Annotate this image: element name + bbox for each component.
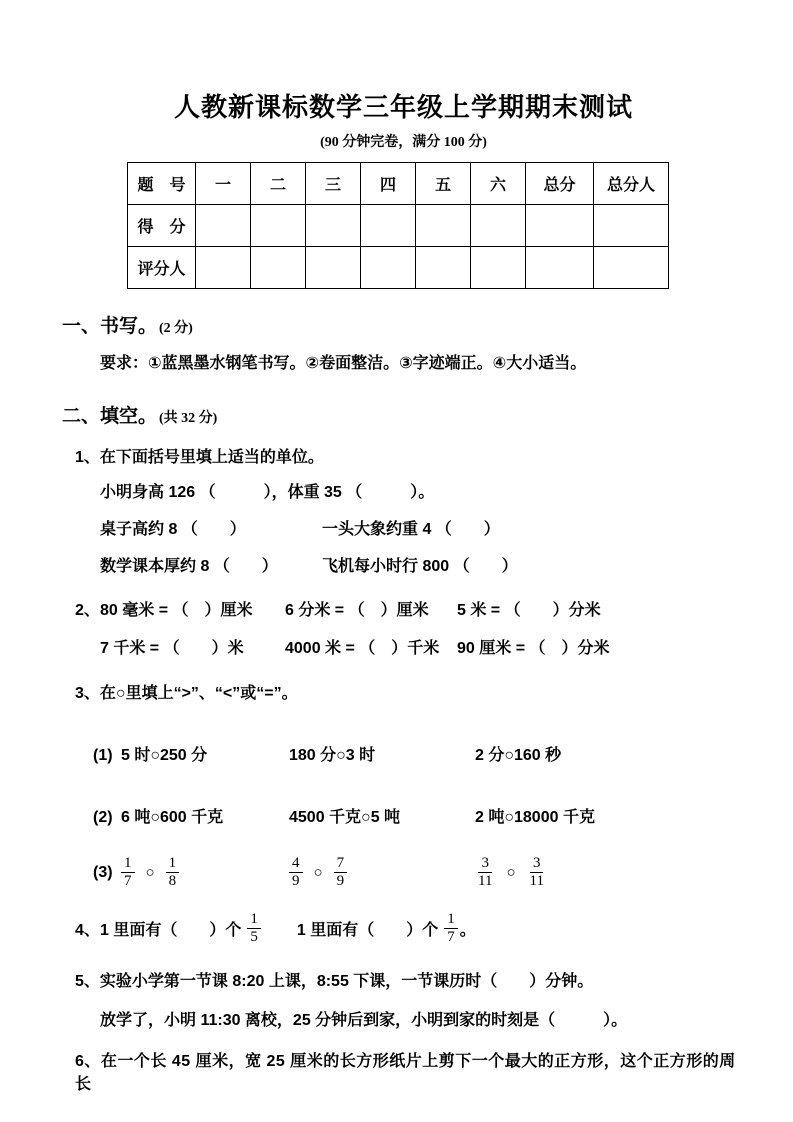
blank-phrase: 桌子高约 8 （ ） [100,521,246,538]
header-cell-total-person: 总分人 [594,163,669,205]
fraction-numerator: 1 [121,855,135,873]
grader-cell-empty [306,247,361,289]
fraction-numerator: 3 [478,855,492,873]
conversion-blank: 80 毫米 = （ ）厘米 [100,602,253,619]
score-cell-empty [361,205,416,247]
grader-cell-empty [416,247,471,289]
section-1-points: (2 分) [159,321,193,336]
header-cell-3: 三 [306,163,361,205]
fraction-denominator: 8 [168,873,177,890]
fraction [475,855,495,891]
fraction-denominator: 7 [447,928,455,945]
fraction-denominator: 9 [336,873,345,890]
question-2-number: 2、 [75,602,100,619]
question-5-line-2: 放学了，小明 11:30 离校，25 分钟后到家，小明到家的时刻是（ ）。 [100,1012,628,1029]
question-4-number: 4、 [75,921,100,939]
comparison-circle-icon: ○ [506,863,516,881]
question-3-stem: 3、在○里填上“>”、“<”或“=”。 [75,685,298,702]
score-table [127,162,669,289]
blank-phrase: 数学课本厚约 8 （ ） [100,558,278,575]
blank-phrase: 1 里面有（ ）个 [100,921,242,939]
section-1-title: 一、书写。 [62,316,158,337]
fraction [247,911,261,947]
question-6: 6、在一个长 45 厘米，宽 25 厘米的长方形纸片上剪下一个最大的正方形，这个正方形的周长 [75,1053,736,1093]
header-cell-1: 一 [196,163,251,205]
question-3-sub-1 [93,745,745,767]
fraction [334,855,348,891]
fraction [444,911,458,947]
header-cell-total: 总分 [526,163,594,205]
period-mark: 。 [459,921,476,939]
grader-row [128,247,669,289]
score-cell-empty [416,205,471,247]
fraction-denominator: 11 [529,873,544,890]
question-2-row-2 [62,638,745,660]
score-cell-empty [196,205,251,247]
question-1-line-2 [100,519,745,541]
fraction-comparison [121,855,289,891]
score-row [128,205,669,247]
score-cell-empty [306,205,361,247]
comparison-circle-icon: ○ [145,863,155,881]
conversion-blank: 6 分米 = （ ）厘米 [285,602,429,619]
fraction [289,855,303,891]
fraction-numerator: 1 [247,911,261,929]
comparison-blank: 6 吨○600 千克 [121,809,224,826]
fraction-comparison [289,855,475,891]
header-cell-question-number: 题 号 [128,163,196,205]
fraction-numerator: 4 [289,855,303,873]
fraction-numerator: 7 [334,855,348,873]
fraction [121,855,135,891]
score-row-label: 得 分 [128,205,196,247]
comparison-blank: 180 分○3 时 [289,747,376,764]
comparison-blank: 2 吨○18000 千克 [475,809,595,826]
fraction-denominator: 11 [478,873,493,890]
fraction-denominator: 7 [124,873,132,890]
conversion-blank: 90 厘米 = （ ）分米 [457,640,610,657]
grader-cell-empty [251,247,306,289]
score-cell-empty [251,205,306,247]
fraction-denominator: 5 [250,928,258,945]
section-1-requirement: 要求：①蓝黑墨水钢笔书写。②卷面整洁。③字迹端正。④大小适当。 [100,355,587,372]
comparison-blank: 2 分○160 秒 [475,747,562,764]
blank-phrase: 飞机每小时行 800 （ ） [322,558,518,575]
conversion-blank: 7 千米 = （ ）米 [100,640,244,657]
grader-cell-empty [594,247,669,289]
grader-cell-empty [526,247,594,289]
fraction [166,855,180,891]
fraction-numerator: 3 [530,855,544,873]
section-1-heading [62,311,745,338]
header-cell-5: 五 [416,163,471,205]
question-1-stem: 1、在下面括号里填上适当的单位。 [75,449,324,466]
fraction-numerator: 1 [166,855,180,873]
fraction-count-blank [100,911,263,947]
blank-phrase: 一头大象约重 4 （ ） [322,521,500,538]
score-cell-empty [471,205,526,247]
grader-cell-empty [196,247,251,289]
fraction-count-blank [297,911,476,947]
question-1-line-3 [100,556,745,578]
page-subtitle: (90 分钟完卷，满分 100 分) [320,135,487,150]
fraction-comparison [475,855,547,891]
section-2-heading [62,401,745,428]
fraction-denominator: 9 [292,873,300,890]
header-cell-4: 四 [361,163,416,205]
sub-question-label: (2) [93,809,113,826]
header-cell-6: 六 [471,163,526,205]
score-cell-empty [594,205,669,247]
sub-question-label: (1) [93,747,113,764]
question-5-line-1: 5、实验小学第一节课 8:20 上课，8:55 下课，一节课历时（ ）分钟。 [75,973,594,990]
score-cell-empty [526,205,594,247]
section-2-points: (共 32 分) [159,411,218,426]
fraction-numerator: 1 [444,911,458,929]
conversion-blank: 4000 米 = （ ）千米 [285,640,440,657]
question-1-line-1: 小明身高 126 （ ），体重 35 （ ）。 [100,484,435,501]
question-4 [75,911,745,947]
grader-row-label: 评分人 [128,247,196,289]
sub-question-label: (3) [93,863,113,881]
comparison-blank: 4500 千克○5 吨 [289,809,401,826]
grader-cell-empty [361,247,416,289]
comparison-circle-icon: ○ [313,863,323,881]
grader-cell-empty [471,247,526,289]
score-table-header-row [128,163,669,205]
header-cell-2: 二 [251,163,306,205]
comparison-blank: 5 时○250 分 [121,747,208,764]
section-2-title: 二、填空。 [62,406,158,427]
question-3-sub-3 [93,855,745,891]
question-3-sub-2 [93,807,745,829]
question-2-row-1 [62,600,745,622]
page-title: 人教新课标数学三年级上学期期末测试 [173,92,633,122]
conversion-blank: 5 米 = （ ）分米 [457,602,601,619]
blank-phrase: 1 里面有（ ）个 [296,921,439,939]
fraction [527,855,547,891]
